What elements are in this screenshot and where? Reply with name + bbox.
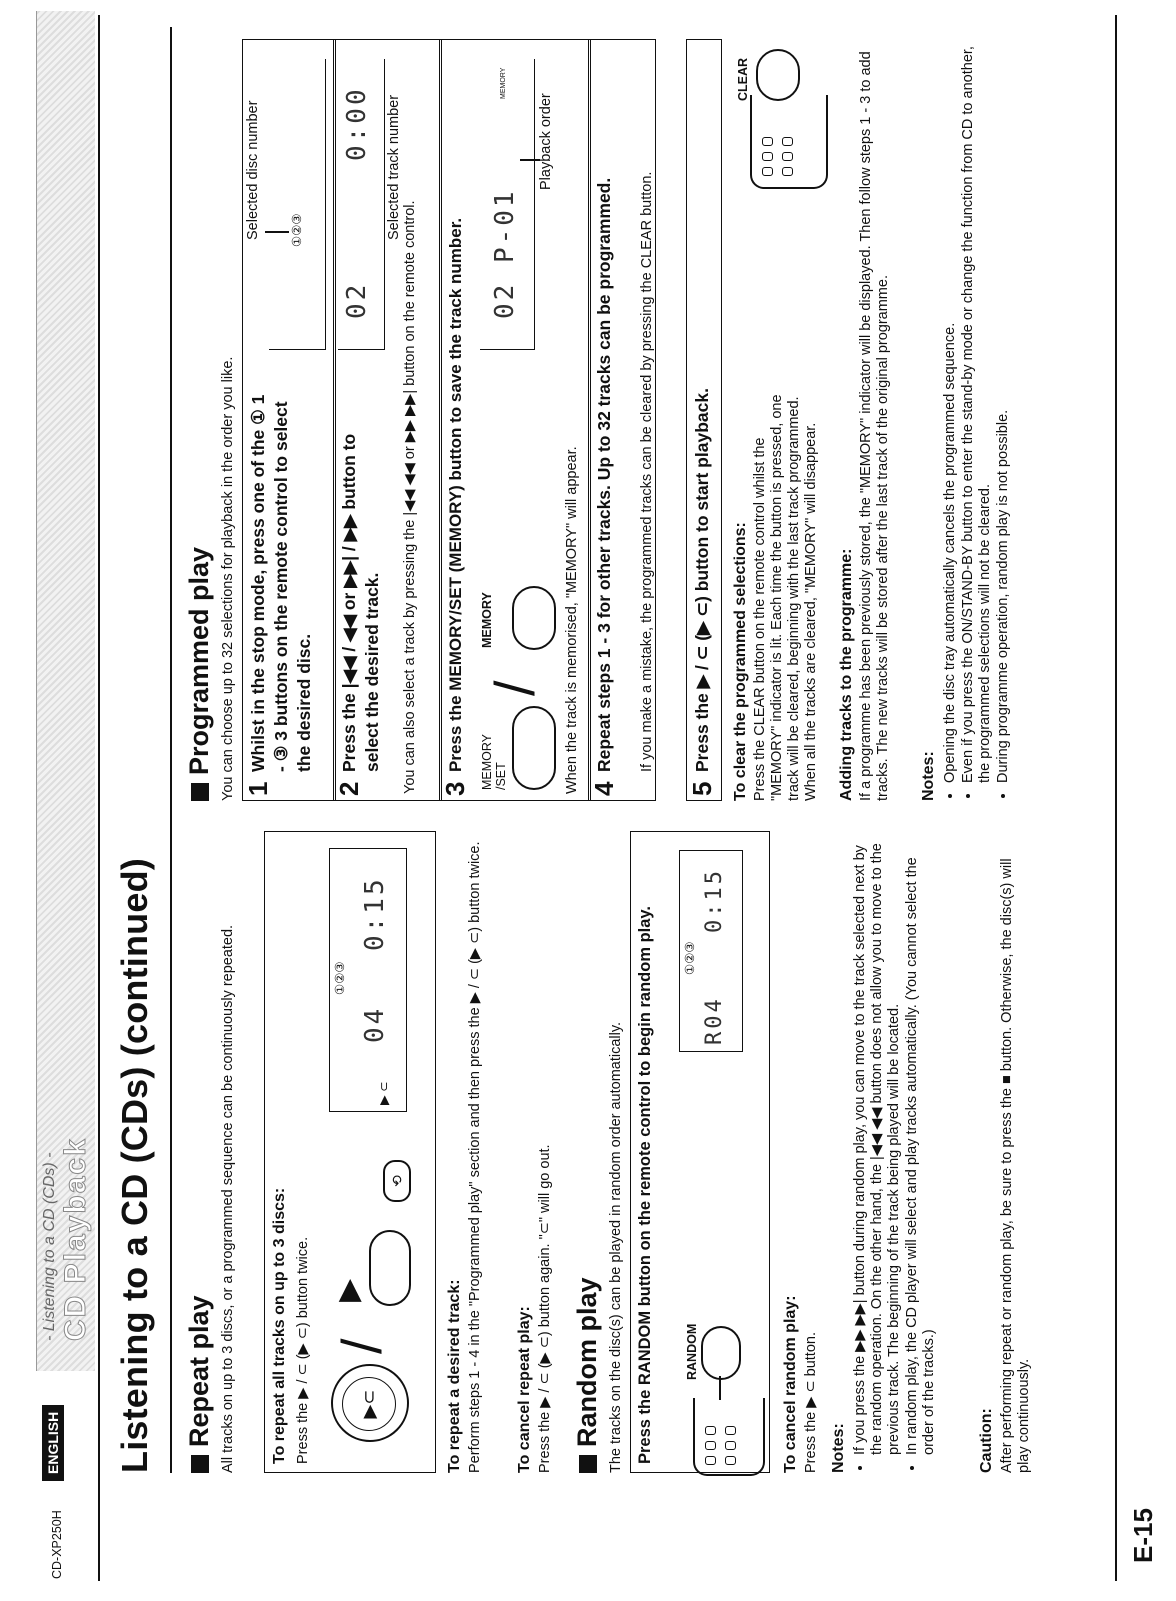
- repeat-icon: ⟲: [383, 1160, 411, 1202]
- label-track: Selected track number: [386, 94, 402, 240]
- top-rule: [98, 15, 100, 1581]
- language-tab: ENGLISH: [42, 1405, 64, 1481]
- label-order: Playback order: [538, 93, 554, 190]
- repeat-desired-text: Perform steps 1 - 4 in the "Programmed play" section and then press the ▶ / ⊂ (▶ ⊂) button twice.: [467, 841, 483, 1473]
- programmed-note: • During programme operation, random play is not possible.: [995, 41, 1012, 783]
- step-text: Repeat steps 1 - 3 for other tracks. Up to 32 tracks can be programmed.: [594, 177, 614, 772]
- random-box-title: Press the RANDOM button on the remote control to begin random play.: [636, 906, 654, 1464]
- disc-indicator-icon: ①②③: [333, 961, 347, 995]
- clear-label: CLEAR: [736, 57, 750, 101]
- programmed-note: • Opening the disc tray automatically cancels the programmed sequence.: [942, 41, 959, 783]
- step1-display: [269, 59, 326, 350]
- clear-text: Press the CLEAR button on the remote control whilst the "MEMORY" indicator is lit. Each time the button is pressed, one track will be cleared, beginning with the last track programmed. When all the tracks are cleared, "MEMORY" will disappear.: [752, 394, 819, 801]
- step-number: 4: [589, 781, 619, 796]
- step-text: Whilst in the stop mode, press one of the ① 1 - ③ 3 buttons on the remote control to select the desired disc.: [248, 394, 314, 772]
- adding-text: If a programme has been previously stored, the "MEMORY" indicator will be displayed. Then follow steps 1 - 3 to add tracks. The new tracks will be stored after the last track of the original programme.: [858, 51, 891, 801]
- step-text: Press the MEMORY/SET (MEMORY) button to save the track number.: [446, 217, 465, 772]
- random-intro: The tracks on the disc(s) can be played in random order automatically.: [608, 1021, 624, 1473]
- step2-track: 02: [342, 281, 372, 319]
- step2-extra: You can also select a track by pressing the |◀◀ ◀◀ or ▶▶ ▶▶| button on the remote control.: [402, 200, 418, 794]
- step2-display: [338, 59, 385, 350]
- pointer-line: [719, 1376, 721, 1400]
- banner-subtitle: - Listening to a CD (CDs) -: [41, 1152, 58, 1341]
- page-number: E-15: [1128, 1508, 1158, 1563]
- clear-button-icon: [756, 49, 800, 101]
- repeat-box-text: Press the ▶ / ⊂ (▶ ⊂) button twice.: [295, 1236, 311, 1464]
- repeat-heading: Repeat play: [184, 1295, 215, 1473]
- programmed-note: • Even if you press the ON/STAND-BY button to enter the stand-by mode or change the function from CD to another, the programmed selections will not be cleared.: [960, 41, 994, 783]
- step-3: [439, 39, 591, 801]
- repeat-box: [264, 831, 436, 1473]
- repeat-cancel-text: Press the ▶ / ⊂ (▶ ⊂) button again. "⊂" will go out.: [537, 1144, 553, 1473]
- step-number: 3: [440, 781, 470, 796]
- display-time: 0:15: [360, 876, 390, 951]
- memory-label: MEMORY: [480, 592, 494, 648]
- random-heading: Random play: [572, 1277, 603, 1473]
- caution-title: Caution:: [978, 1408, 995, 1473]
- random-note: • In random play, the CD player will select and play tracks automatically. (You cannot select the order of the tracks.): [904, 833, 938, 1455]
- random-note: • If you press the ▶▶ ▶▶| button during random play, you can move to the track selected next by the random operation. On the other hand, the |◀◀ ◀◀ button does not allow you to move to the previous track. The beginning of the track being played will be located.: [852, 833, 903, 1455]
- disc-indicator-icon: ①②③: [683, 941, 697, 975]
- repeat-intro: All tracks on up to 3 discs, or a programmed sequence can be continuously repeated.: [220, 924, 236, 1473]
- bottom-rule: [1115, 15, 1117, 1581]
- repeat-desired-title: To repeat a desired track:: [446, 1279, 463, 1473]
- step-number: 5: [687, 781, 717, 796]
- programmed-notes-title: Notes:: [920, 751, 937, 801]
- step3-display-text: 02 P-01: [490, 188, 520, 319]
- play-repeat-indicator: ▶ ⊂: [377, 1081, 391, 1105]
- remote-control-icon: [693, 1398, 765, 1476]
- memory-button-icon: [512, 586, 556, 650]
- random-cancel-text: Press the ▶ ⊂ button.: [803, 1332, 819, 1473]
- title-bar: [108, 27, 172, 1473]
- random-notes: [852, 833, 939, 1473]
- side-banner: [36, 11, 95, 1371]
- step3-after: When the track is memorised, "MEMORY" will appear.: [564, 446, 580, 794]
- step-text: Press the ▶ / ⊂ (▶ ⊂) button to start playback.: [692, 388, 712, 772]
- step-text: Press the |◀◀ / ◀◀ or ▶▶| / ▶▶ button to select the desired track.: [339, 433, 382, 772]
- repeat-display: [329, 848, 407, 1112]
- step-5: [686, 39, 722, 801]
- step2-time: 0:00: [342, 86, 372, 161]
- programmed-intro: You can choose up to 32 selections for playback in the order you like.: [220, 356, 236, 801]
- disc-indicator-icon: ①②③: [290, 213, 304, 247]
- repeat-cancel-title: To cancel repeat play:: [516, 1306, 533, 1473]
- random-notes-title: Notes:: [830, 1423, 847, 1473]
- step-number: 2: [334, 781, 364, 796]
- programmed-heading: Programmed play: [184, 547, 215, 801]
- play-repeat-button-icon: [369, 1230, 411, 1306]
- random-button-icon: [701, 1326, 741, 1380]
- label-disc: Selected disc number: [245, 100, 261, 240]
- model-number: CD-XP250H: [50, 1510, 64, 1579]
- random-button-label: RANDOM: [685, 1323, 699, 1380]
- random-display-text: R04: [702, 996, 727, 1045]
- banner-title: CD Playback: [59, 1137, 92, 1341]
- slash-divider: /: [330, 1338, 393, 1354]
- play-button-icon: ▶⊂: [331, 1364, 409, 1442]
- callout-line: [265, 232, 289, 234]
- remote-control-icon: [750, 95, 828, 189]
- step3-display: [480, 59, 535, 350]
- step-1: [242, 39, 336, 801]
- random-cancel-title: To cancel random play:: [782, 1295, 799, 1473]
- step-2: [333, 39, 442, 801]
- caution-text: After performing repeat or random play, be sure to press the ■ button. Otherwise, the disc(s) will play continuously.: [999, 858, 1032, 1473]
- page-title: Listening to a CD (CDs) (continued): [114, 858, 155, 1473]
- repeat-box-title: To repeat all tracks on up to 3 discs:: [271, 1187, 288, 1464]
- random-display-time: 0:15: [702, 868, 727, 933]
- memory-set-button-icon: [512, 706, 556, 790]
- step-number: 1: [243, 781, 273, 796]
- random-display: [679, 850, 743, 1052]
- step4-extra: If you make a mistake, the programmed tracks can be cleared by pressing the CLEAR button.: [639, 171, 655, 772]
- callout-line: [520, 160, 540, 162]
- step-4: [588, 39, 656, 801]
- display-track: 04: [360, 1005, 390, 1043]
- slash-divider: /: [483, 680, 546, 696]
- memory-set-label: MEMORY /SET: [480, 734, 508, 790]
- play-repeat-icon: ▶: [332, 1278, 365, 1302]
- programmed-notes: [942, 41, 1013, 801]
- memory-indicator: MEMORY: [500, 67, 507, 99]
- adding-title: Adding tracks to the programme:: [838, 548, 855, 801]
- clear-title: To clear the programmed selections:: [732, 522, 749, 801]
- random-box: [630, 831, 770, 1473]
